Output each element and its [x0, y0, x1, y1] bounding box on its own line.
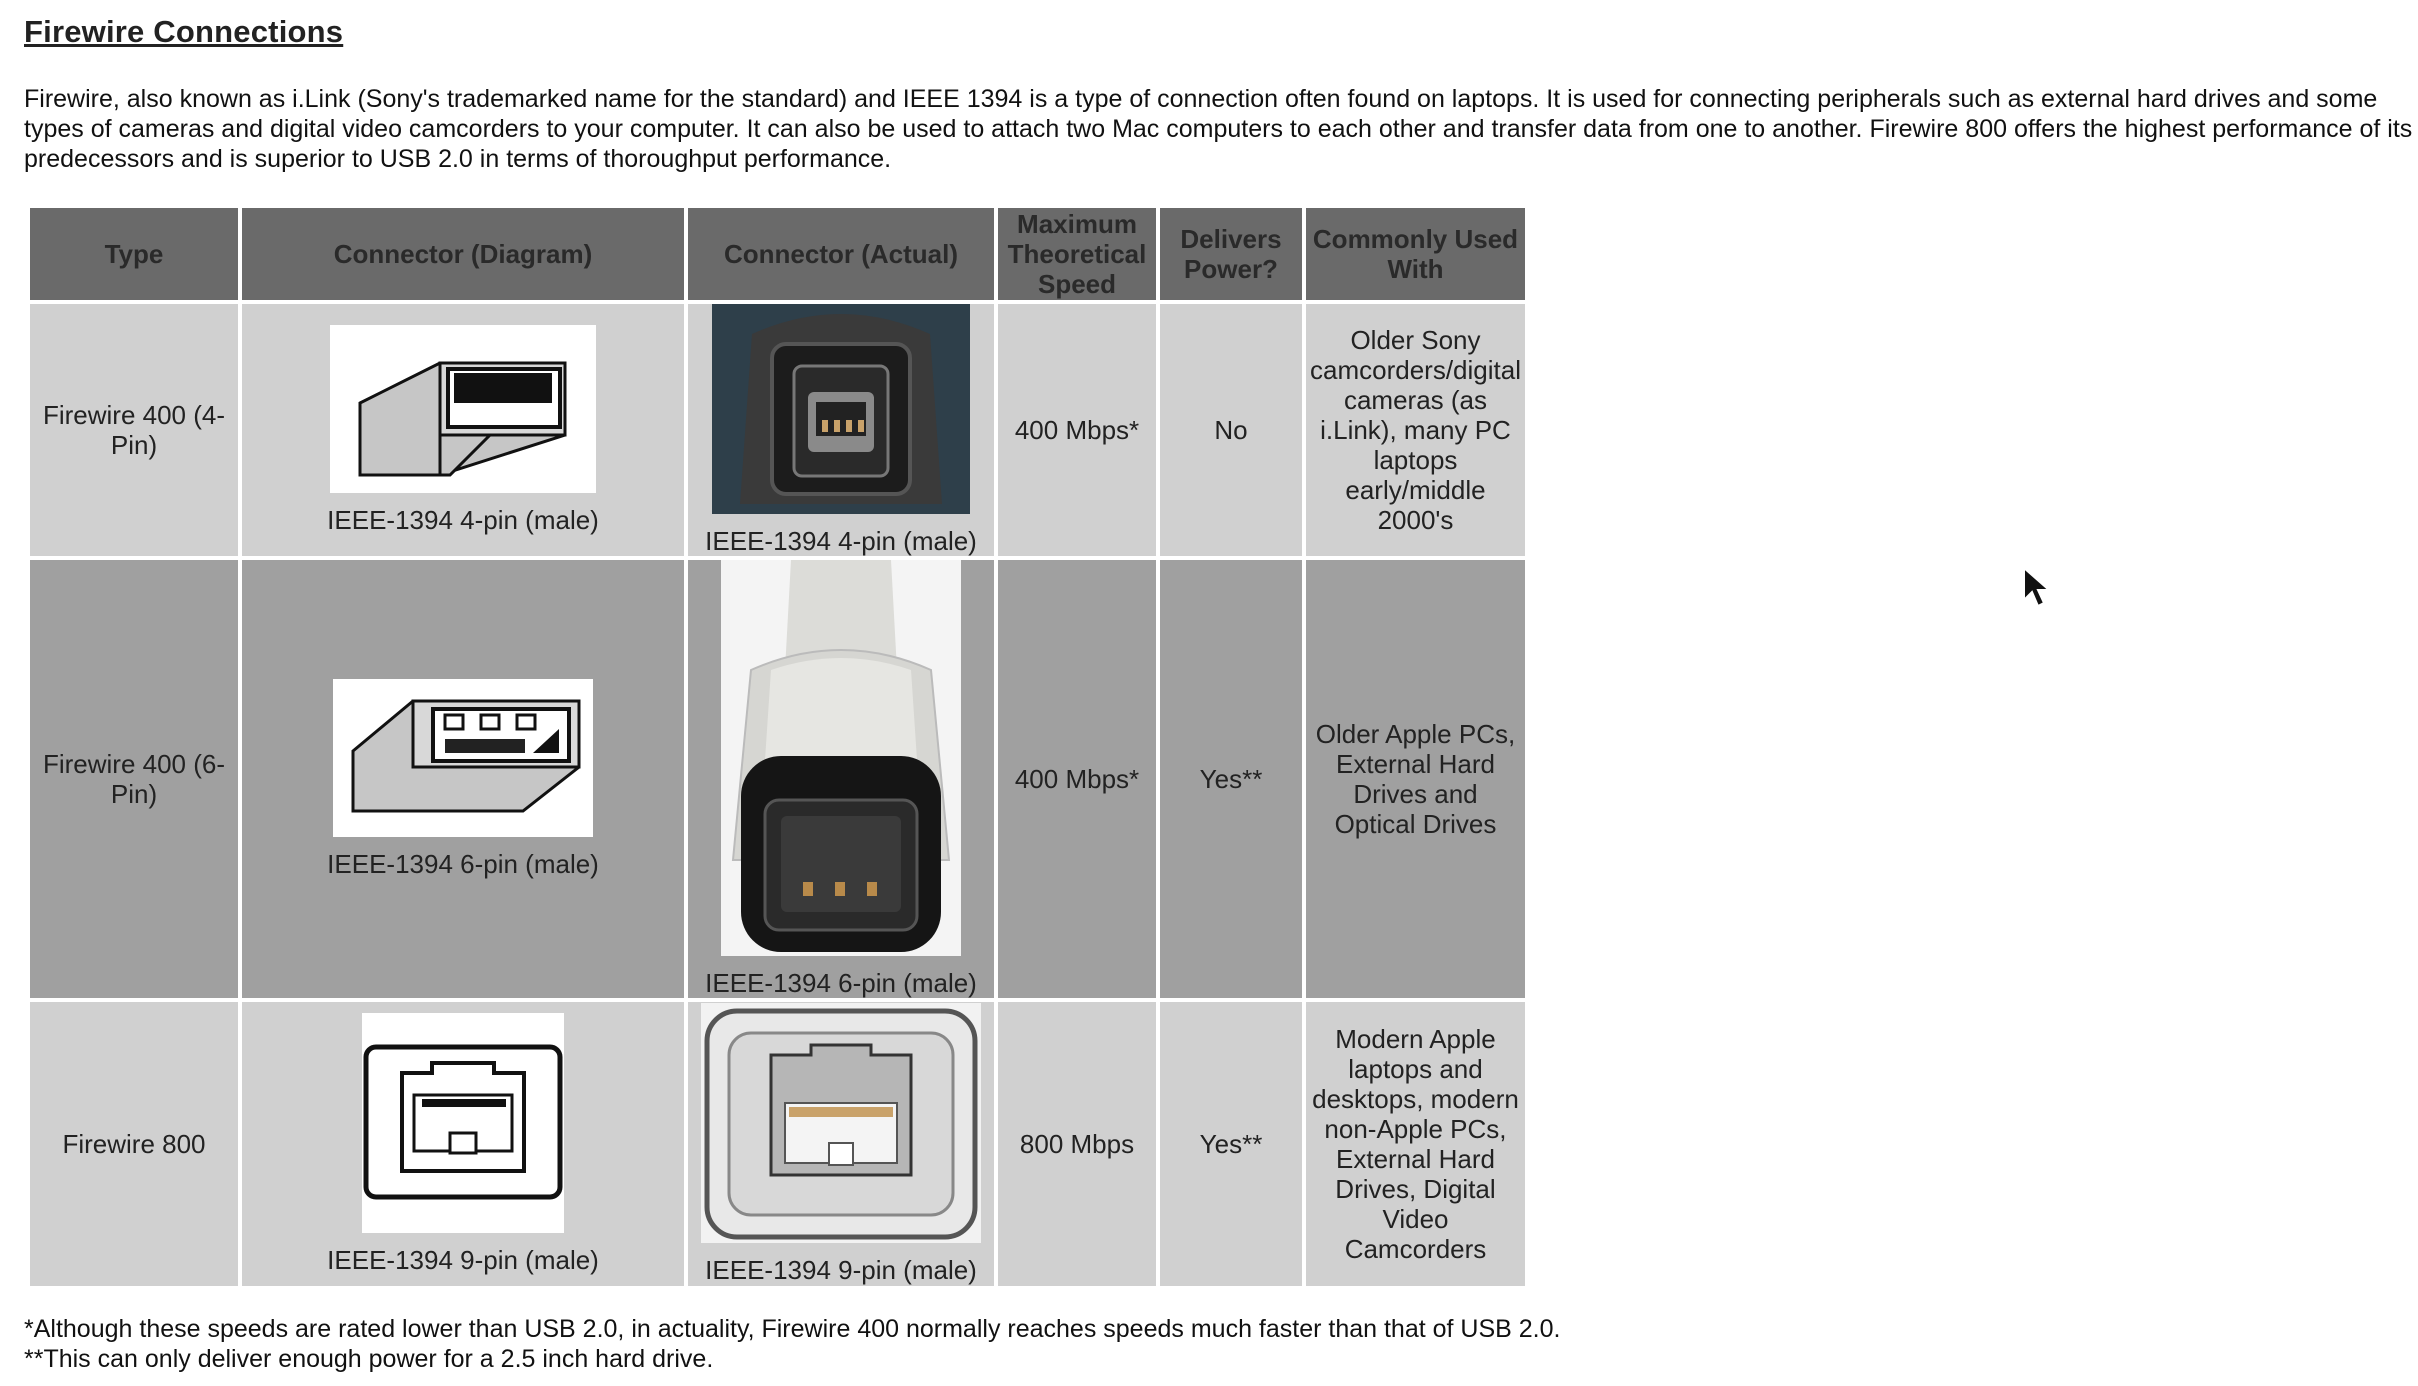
- connector-4pin-diagram-image: [330, 325, 596, 499]
- cell-power: Yes**: [1160, 560, 1302, 998]
- cell-speed: 800 Mbps: [998, 1002, 1156, 1286]
- connector-9pin-diagram-image: [362, 1013, 564, 1239]
- cell-power: Yes**: [1160, 1002, 1302, 1286]
- intro-paragraph: Firewire, also known as i.Link (Sony's trademarked name for the standard) and IEEE 1394 is a type of connection often found on laptops. It is used for connecting peripherals such as external hard drives and some types of cameras and digital video camcorders to your computer. It can also be used to attach two Mac computers to each other and transfer data from one to another. Firewire 800 offers the highest performance of its predecessors and is superior to USB 2.0 in terms of thoroughput performance.: [24, 85, 2413, 173]
- firewire-table: [26, 204, 1529, 1290]
- mouse-cursor-icon: [2022, 566, 2052, 608]
- page-content: [24, 14, 2413, 174]
- table-row: [30, 560, 1525, 998]
- actual-caption: IEEE-1394 6-pin (male): [705, 968, 977, 998]
- actual-caption: IEEE-1394 4-pin (male): [705, 526, 977, 556]
- cell-diagram: [242, 560, 684, 998]
- cell-type: Firewire 800: [30, 1002, 238, 1286]
- cell-speed: 400 Mbps*: [998, 560, 1156, 998]
- header-max-speed: Maximum Theoretical Speed: [998, 208, 1156, 300]
- table-header-row: [30, 208, 1525, 300]
- connector-6pin-diagram-image: [333, 679, 593, 843]
- table-row: [30, 1002, 1525, 1286]
- header-delivers-power: Delivers Power?: [1160, 208, 1302, 300]
- cell-used-with: Older Apple PCs, External Hard Drives and Optical Drives: [1306, 560, 1525, 998]
- header-commonly-used-with: Commonly Used With: [1306, 208, 1525, 300]
- connector-6pin-photo: [721, 560, 961, 962]
- table-row: [30, 304, 1525, 556]
- diagram-caption: IEEE-1394 9-pin (male): [327, 1245, 599, 1275]
- cell-actual: [688, 560, 994, 998]
- cell-used-with: Older Sony camcorders/digital cameras (as i.Link), many PC laptops early/middle 2000's: [1306, 304, 1525, 556]
- header-type: Type: [30, 208, 238, 300]
- diagram-caption: IEEE-1394 4-pin (male): [327, 505, 599, 535]
- footnote-speed: *Although these speeds are rated lower than USB 2.0, in actuality, Firewire 400 normally reaches speeds much faster than that of USB 2.0.: [24, 1315, 1561, 1343]
- cell-type: Firewire 400 (6-Pin): [30, 560, 238, 998]
- cell-type: Firewire 400 (4-Pin): [30, 304, 238, 556]
- connector-9pin-photo: [701, 1003, 981, 1249]
- footnotes: [24, 1314, 1560, 1374]
- cell-actual: [688, 304, 994, 556]
- connector-4pin-photo: [712, 304, 970, 520]
- actual-caption: IEEE-1394 9-pin (male): [705, 1255, 977, 1285]
- cell-speed: 400 Mbps*: [998, 304, 1156, 556]
- cell-diagram: [242, 304, 684, 556]
- header-connector-actual: Connector (Actual): [688, 208, 994, 300]
- page-title: Firewire Connections: [24, 14, 344, 49]
- cell-actual: [688, 1002, 994, 1286]
- header-connector-diagram: Connector (Diagram): [242, 208, 684, 300]
- cell-used-with: Modern Apple laptops and desktops, modern non-Apple PCs, External Hard Drives, Digital Video Camcorders: [1306, 1002, 1525, 1286]
- diagram-caption: IEEE-1394 6-pin (male): [327, 849, 599, 879]
- cell-power: No: [1160, 304, 1302, 556]
- footnote-power: **This can only deliver enough power for a 2.5 inch hard drive.: [24, 1345, 714, 1373]
- cell-diagram: [242, 1002, 684, 1286]
